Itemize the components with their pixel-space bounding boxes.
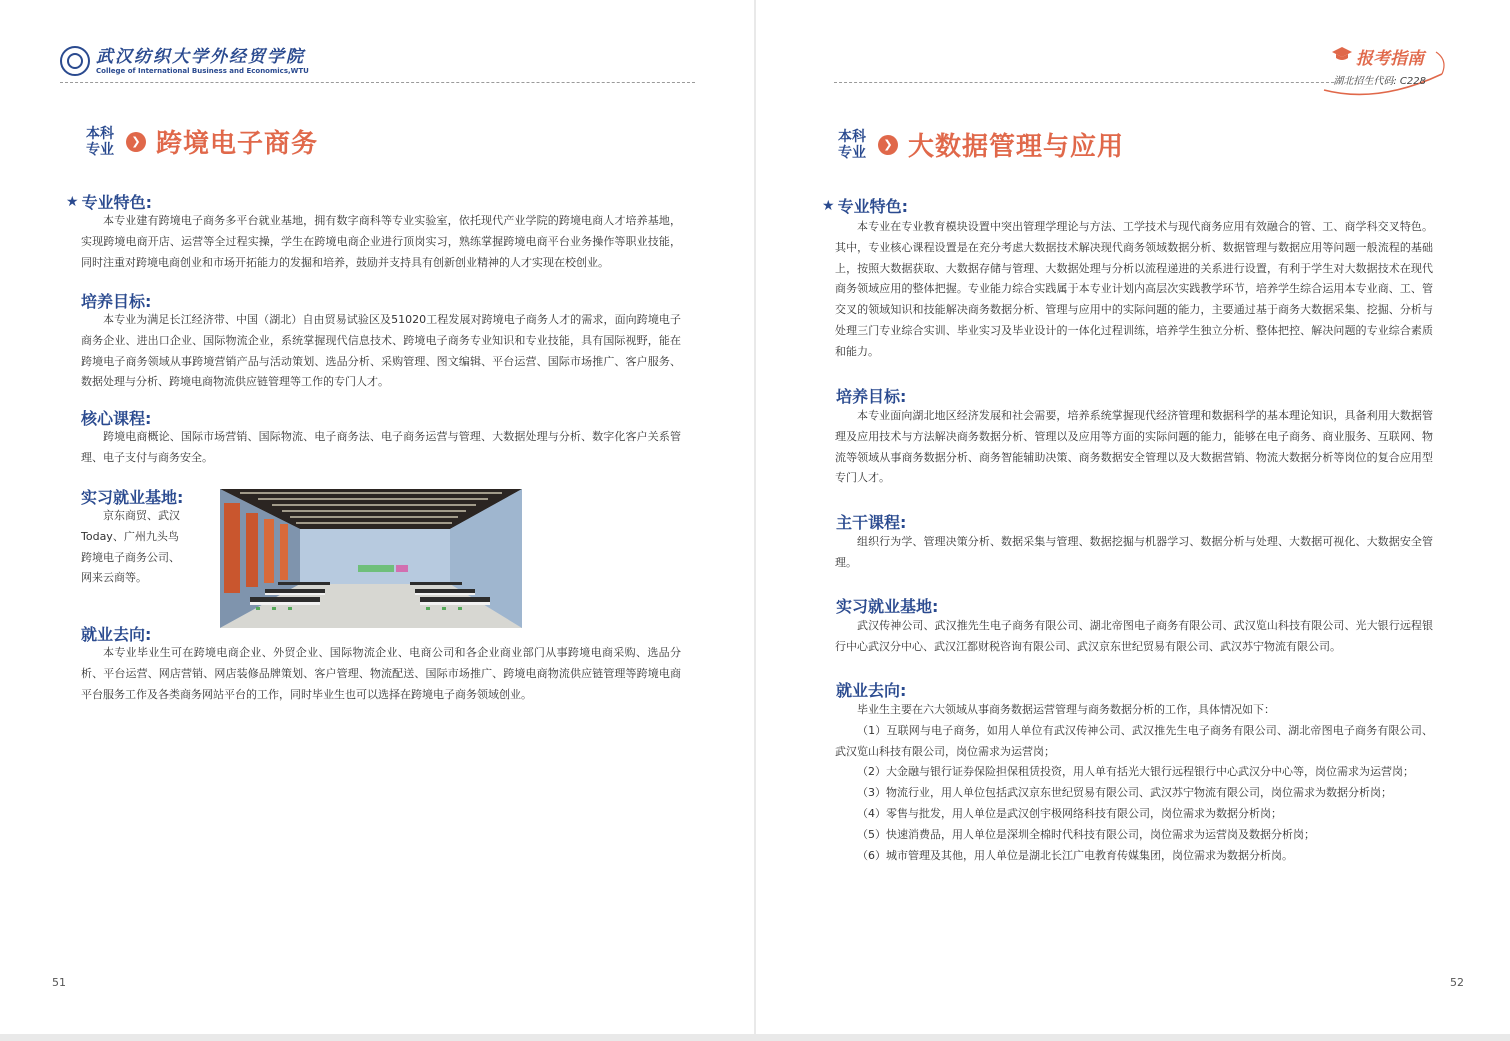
list-item: （3）物流行业，用人单位包括武汉京东世纪贸易有限公司、武汉苏宁物流有限公司，岗位需求为数据分析岗； [857,786,1392,800]
list-item: （4）零售与批发，用人单位是武汉创宇极网络科技有限公司，岗位需求为数据分析岗； [857,806,1282,820]
list-item: （5）快速消费品，用人单位是深圳全棉时代科技有限公司，岗位需求为运营岗及数据分析岗； [857,827,1315,841]
section-heading-courses: 主干课程: [836,513,907,532]
major-tag: 本科 专业 [838,128,866,161]
left-page [0,0,754,1034]
major-title-block [836,126,1124,163]
features-text: 本专业建有跨境电子商务多平台就业基地，拥有数字商科等专业实验室，依托现代产业学院的跨境电商人才培养基地，实现跨境电商开店、运营等全过程实操，学生在跨境电商企业进行顶岗实习，熟练掌握跨境电商平台业务操作等职业技能，同时注重对跨境电商创业和市场开拓能力的发掘和培养，鼓励并支持具有创新创业精神的人才实现在校创业。 [81,214,681,269]
admission-guide-badge [1318,40,1448,98]
section-heading-goals: 培养目标: [81,292,152,311]
star-icon: ★ [66,193,79,210]
section-heading-features: ★ 专业特色: [66,193,152,212]
features-text: 本专业在专业教育模块设置中突出管理学理论与方法、工学技术与现代商务应用有效融合的管、工、商学科交叉特色。其中，专业核心课程设置是在充分考虑大数据技术解决现代商务领域数据分析、数据管理与数据应用等问题一般流程的基础上，按照大数据获取、大数据存储与管理、大数据处理与分析以流程递进的关系进行设置，有利于学生对大数据技术在现代商务领域应用的整体把握。专业能力综合实践属于本专业计划内高层次实践教学环节，培养学生综合运用本专业商、工、管交叉的领域知识和技能解决商务数据分析、管理与应用中的实际问题的能力，主要通过基于商务大数据采集、挖掘、分析与处理三门专业综合实训、毕业实习及毕业设计的一体化过程训练，培养学生独立分析、整体把控、解决问题的专业综合素质和能力。 [835,220,1433,358]
major-title-block [84,123,318,160]
star-icon: ★ [822,197,835,214]
internship-text: 京东商贸、武汉 Today、广州九头鸟 跨境电子商务公司、 网来云商等。 [81,509,180,585]
major-tag: 本科 专业 [86,125,114,158]
guide-title: 报考指南 [1356,49,1424,69]
goals-text: 本专业为满足长江经济带、中国（湖北）自由贸易试验区及51020工程发展对跨境电子商务人才的需求，面向跨境电子商务企业、进出口企业、国际物流企业，系统掌握现代信息技术、跨境电子商务专业知识和专业技能，具有国际视野，能在跨境电子商务领域从事跨境营销产品与活动策划、选品分析、采购管理、图文编辑、平台运营、国际市场推广、客户服务、数据处理与分析、跨境电商物流供应链管理等工作的专门人才。 [81,313,681,389]
list-item: （1）互联网与电子商务，如用人单位有武汉传神公司、武汉推先生电子商务有限公司、湖北帝图电子商务有限公司、武汉览山科技有限公司，岗位需求为运营岗； [835,723,1433,758]
header-divider [834,82,1334,83]
college-seal-icon [60,46,90,76]
section-heading-features: ★ 专业特色: [822,197,908,216]
courses-text: 跨境电商概论、国际市场营销、国际物流、电子商务法、电子商务运营与管理、大数据处理与分析、数字化客户关系管理、电子支付与商务安全。 [81,430,681,464]
courses-text: 组织行为学、管理决策分析、数据采集与管理、数据挖掘与机器学习、数据分析与处理、大数据可视化、大数据安全管理。 [835,535,1433,569]
section-heading-courses: 核心课程: [81,409,152,428]
list-item: （2）大金融与银行证券保险担保租赁投资，用人单有括光大银行远程银行中心武汉分中心等，岗位需求为运营岗； [857,765,1414,779]
college-logo [60,46,309,76]
list-item: （6）城市管理及其他，用人单位是湖北长江广电教育传媒集团，岗位需求为数据分析岗。 [857,848,1293,862]
computer-lab-photo [220,489,522,628]
page-number: 52 [1450,976,1464,989]
enrollment-code: 湖北招生代码: C228 [1333,76,1426,87]
section-heading-internship: 实习就业基地: [836,597,939,616]
section-heading-goals: 培养目标: [836,387,907,406]
section-heading-internship: 实习就业基地: [81,488,184,507]
chevron-right-icon: ❯ [126,132,146,152]
section-heading-career: 就业去向: [81,625,152,644]
career-text: 毕业生主要在六大领域从事商务数据运营管理与商务数据分析的工作，具体情况如下： （1）互联网与电子商务，如用人单位有武汉传神公司、武汉推先生电子商务有限公司、湖北帝图电子商务有限公司、武汉览山科技有限公司，岗位需求为运营岗； （2）大金融与银行证券保险担保租赁投资，用人单有括光大银行远程银行中心武汉分中心等，岗位需求为运营岗； （3）物流行业，用人单位包括武汉京东世纪贸易有限公司、武汉苏宁物流有限公司，岗位需求为数据分析岗； （4）零售与批发，用人单位是武汉创宇极网络科技有限公司，岗位需求为数据分析岗； （5）快速消费品，用人单位是深圳全棉时代科技有限公司，岗位需求为运营岗及数据分析岗； （6）城市管理及其他，用人单位是湖北长江广电教育传媒集团，岗位需求为数据分析岗。 [835,700,1433,866]
right-page [756,0,1510,1034]
header-divider [60,82,695,83]
college-name-cn: 武汉纺织大学外经贸学院 [96,46,305,67]
chevron-right-icon: ❯ [878,135,898,155]
goals-text: 本专业面向湖北地区经济发展和社会需要，培养系统掌握现代经济管理和数据科学的基本理论知识，具备利用大数据管理及应用技术与方法解决商务数据分析、管理以及应用等方面的实际问题的能力，能够在电子商务、商业服务、互联网、物流等领域从事商务数据分析、商务智能辅助决策、商务数据安全管理以及大数据营销、物流大数据分析等岗位的复合应用型专门人才。 [835,409,1433,485]
major-title: 大数据管理与应用 [908,132,1125,162]
college-name-en: College of International Business and Economics,WTU [96,66,309,75]
section-heading-career: 就业去向: [836,681,907,700]
major-title: 跨境电子商务 [156,129,319,159]
page-number: 51 [52,976,66,989]
internship-text: 武汉传神公司、武汉推先生电子商务有限公司、湖北帝图电子商务有限公司、武汉览山科技有限公司、光大银行远程银行中心武汉分中心、武汉江都财税咨询有限公司、武汉京东世纪贸易有限公司、武汉苏宁物流有限公司。 [835,619,1433,653]
graduation-cap-icon [1332,46,1352,67]
career-text: 本专业毕业生可在跨境电商企业、外贸企业、国际物流企业、电商公司和各企业商业部门从事跨境电商采购、选品分析、平台运营、网店营销、网店装修品牌策划、客户管理、物流配送、国际市场推广、跨境电商物流供应链管理等跨境电商平台服务工作及各类商务网站平台的工作，同时毕业生也可以选择在跨境电子商务领域创业。 [81,646,681,701]
